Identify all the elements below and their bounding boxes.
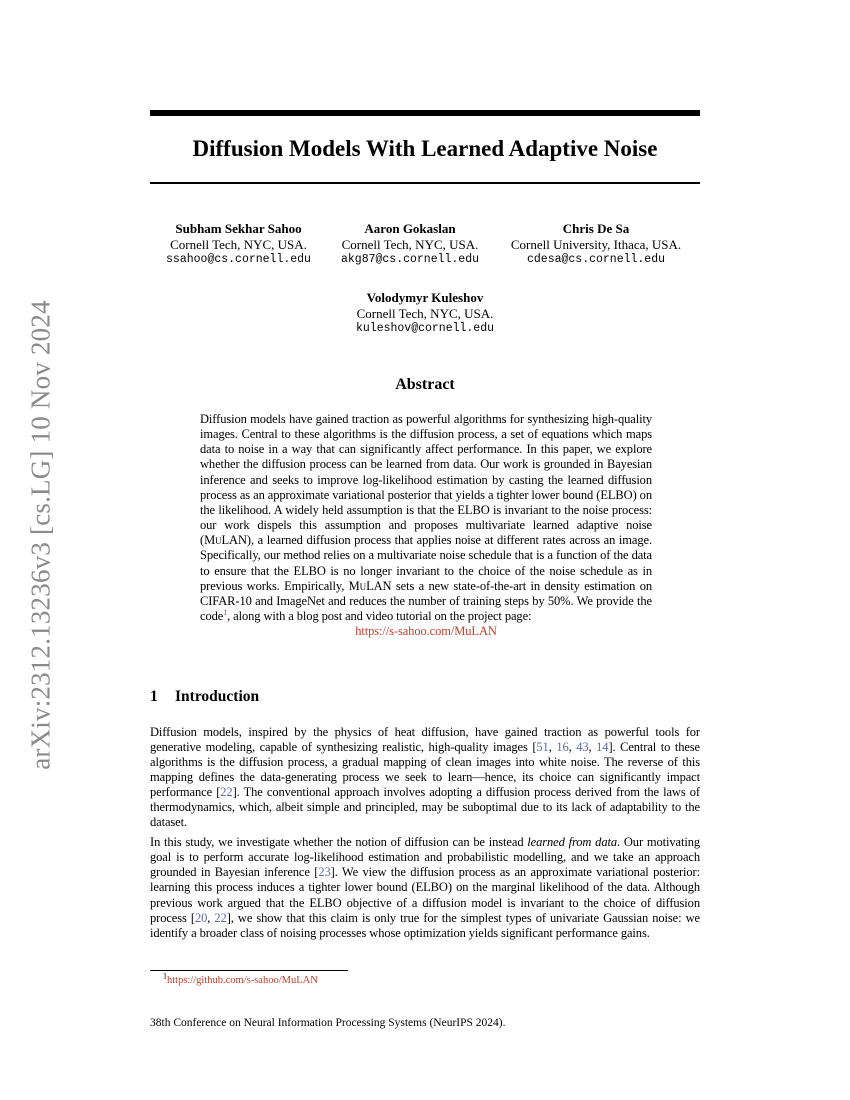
author-block xyxy=(325,290,525,337)
citation-separator: , xyxy=(568,740,577,755)
author-block xyxy=(150,221,327,268)
section-title: Introduction xyxy=(175,688,260,705)
abstract-paragraph xyxy=(200,412,652,639)
section-number: 1 xyxy=(150,688,158,705)
introduction-body xyxy=(150,725,700,946)
abstract-text: ), a learned diffusion process that applies noise at different rates across an image. Specifically, our method relies on a multivariate noise schedule that is a function of the data to ensure that the ELBO is no longer invariant to the choice of the noise schedule as in previous works. Empirically, xyxy=(200,533,652,593)
citation-link[interactable]: 22 xyxy=(220,785,233,800)
citation-link[interactable]: 16 xyxy=(556,740,569,755)
project-page-link[interactable]: https://s-sahoo.com/MuLAN xyxy=(355,624,497,639)
footnote xyxy=(163,971,318,986)
author-name: Subham Sekhar Sahoo xyxy=(175,221,302,236)
paper-title: Diffusion Models With Learned Adaptive Noise xyxy=(192,136,658,161)
intro-text: . Our motivating goal is to perform accurate log-likelihood estimation and probabilistic modelling, and we take an approach grounded in Bayesian inference [ xyxy=(150,835,700,880)
author-email: ssahoo@cs.cornell.edu xyxy=(166,253,311,266)
citation-separator: , xyxy=(207,910,215,925)
section-heading xyxy=(150,688,259,706)
intro-text: Diffusion models, inspired by the physics of heat diffusion, have gained traction as powerful tools for generative modeling, capable of synthesizing realistic, high-quality images [ xyxy=(150,725,700,755)
abstract-body xyxy=(200,412,652,639)
citation-link[interactable]: 23 xyxy=(318,865,331,880)
author-email: kuleshov@cornell.edu xyxy=(355,322,495,335)
author-name: Aaron Gokaslan xyxy=(364,221,456,236)
abstract-text: Diffusion models have gained traction as powerful algorithms for synthesizing high-quality images. Central to these algorithms is the diffusion process, a set of equations which maps data to noise in a way that can significantly affect performance. In this paper, we explore whether the diffusion process can be learned from data. Our work is grounded in Bayesian inference and seeks to improve log-likelihood estimation by casting the learned diffusion process as an approximate variational posterior that yields a tighter lower bound (ELBO) on the likelihood. A widely held assumption is that the ELBO is invariant to the noise process: our work dispels this assumption and proposes multivariate learned adaptive noise ( xyxy=(200,412,652,548)
footnote-rule xyxy=(150,970,348,971)
intro-paragraph xyxy=(150,725,700,830)
author-email: cdesa@cs.cornell.edu xyxy=(526,253,666,266)
intro-text: ], we show that this claim is only true for the simplest types of univariate Gaussian noise: we identify a broader class of noising processes whose optimization yields significant performance gains. xyxy=(150,910,700,940)
citation-link[interactable]: 22 xyxy=(214,910,227,925)
title-bottom-rule xyxy=(150,182,700,184)
abstract-text: , along with a blog post and video tutorial on the project page: xyxy=(227,609,532,624)
citation-link[interactable]: 43 xyxy=(576,740,589,755)
venue-footer: 38th Conference on Neural Information Processing Systems (NeurIPS 2024). xyxy=(150,1017,506,1029)
citation-link[interactable]: 51 xyxy=(536,740,549,755)
abstract-heading: Abstract xyxy=(395,376,455,393)
author-name: Volodymyr Kuleshov xyxy=(366,290,484,305)
citation-link[interactable]: 14 xyxy=(596,740,609,755)
author-email: akg87@cs.cornell.edu xyxy=(340,253,480,266)
author-name: Chris De Sa xyxy=(562,221,630,236)
method-name: MuLAN xyxy=(348,578,392,593)
abstract-text: sets a new state-of-the-art in density estimation on CIFAR-10 and ImageNet and reduces the number of training steps by 50%. We provide the code xyxy=(200,578,652,624)
citation-separator: , xyxy=(588,740,597,755)
author-affiliation: Cornell Tech, NYC, USA. xyxy=(170,236,307,252)
author-affiliation: Cornell Tech, NYC, USA. xyxy=(341,236,479,252)
intro-paragraph xyxy=(150,835,700,940)
citation-link[interactable]: 20 xyxy=(194,910,208,925)
arxiv-stamp xyxy=(21,290,61,780)
author-block xyxy=(330,221,490,268)
intro-text: ]. We view the diffusion process as an approximate variational posterior: learning this process induces a tighter lower bound (ELBO) on the marginal likelihood of the data. Although previous work argued that the ELBO objective of a diffusion model is invariant to the choice of diffusion process [ xyxy=(150,865,700,925)
intro-text: ]. The conventional approach involves adopting a diffusion process derived from the laws of thermodynamics, which, albeit simple and principled, may be suboptimal due to its lack of adaptability to the dataset. xyxy=(150,785,700,830)
author-affiliation: Cornell University, Ithaca, USA. xyxy=(510,236,682,252)
emphasis-text: learned from data xyxy=(527,835,618,850)
title-top-rule xyxy=(150,110,700,116)
author-affiliation: Cornell Tech, NYC, USA. xyxy=(356,305,494,321)
footnote-code-link[interactable]: https://github.com/s-sahoo/MuLAN xyxy=(167,975,318,986)
method-name: MuLAN xyxy=(204,533,247,548)
footnote-marker-link[interactable]: 1 xyxy=(223,607,228,617)
intro-text: In this study, we investigate whether the notion of diffusion can be instead xyxy=(150,835,528,850)
author-block xyxy=(494,221,698,268)
citation-separator: , xyxy=(548,740,557,755)
arxiv-stamp-text: arXiv:2312.13236v3 [cs.LG] 10 Nov 2024 xyxy=(25,300,56,770)
intro-text: ]. Central to these algorithms is the diffusion process, a gradual mapping of clean images into white noise. The reverse of this mapping defines the data-generating process we seek to learn—hence, its choice can significantly impact performance [ xyxy=(150,740,700,800)
footnote-mark: 1 xyxy=(163,971,167,981)
